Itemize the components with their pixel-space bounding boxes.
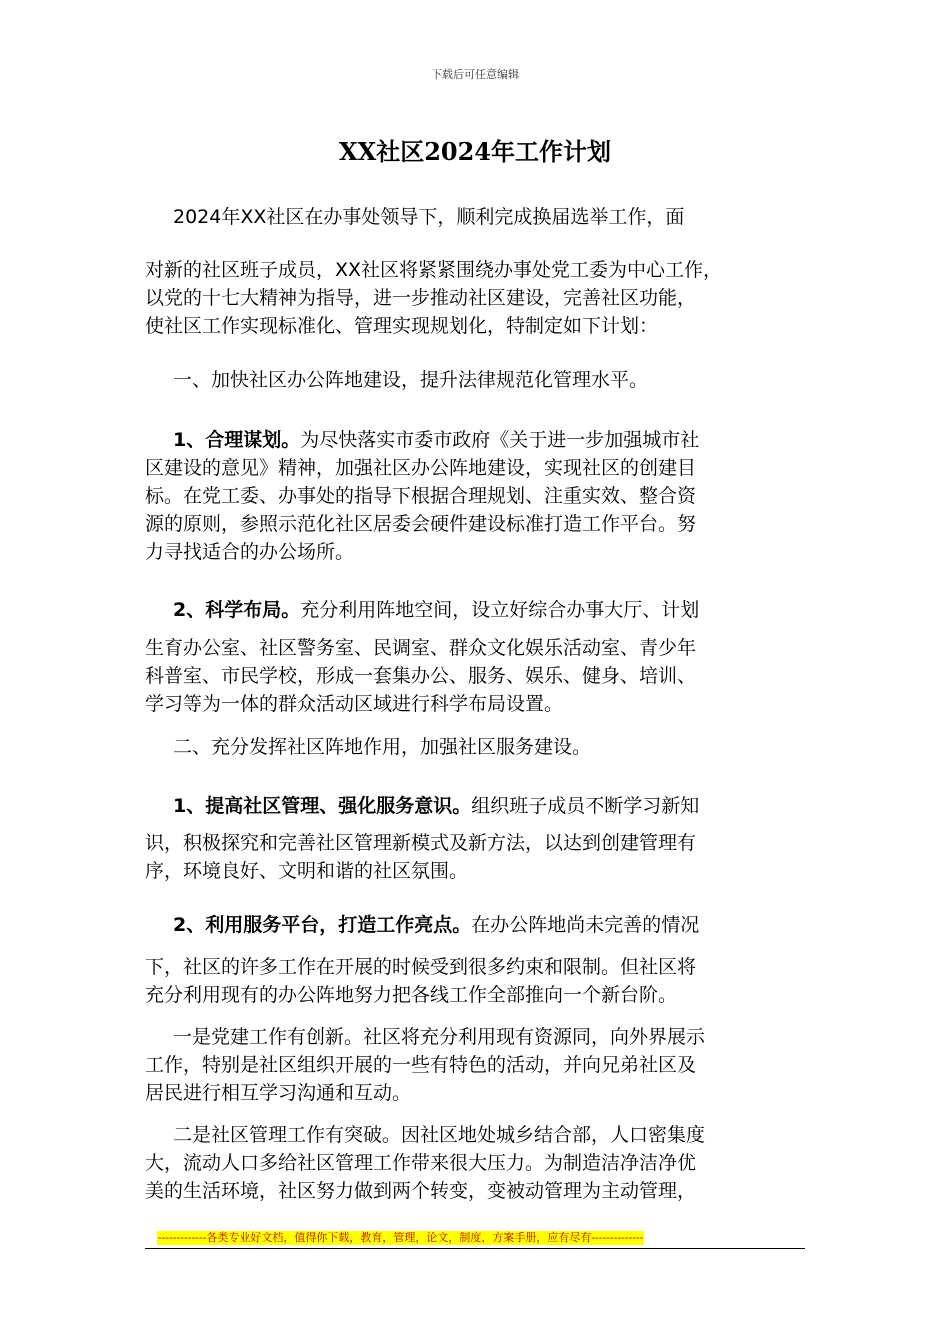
paragraph-lead: 2、科学布局。 (173, 599, 301, 621)
text-line: 学习等为一体的群众活动区域进行科学布局设置。 (145, 693, 564, 715)
text-line: 使社区工作实现标准化、管理实现规划化，特制定如下计划： (145, 315, 659, 337)
paragraph-2-4 (145, 1121, 815, 1205)
text-line: 源的原则，参照示范化社区居委会硬件建设标准打造工作平台。努 (145, 513, 697, 535)
paragraph-2-2-cont (145, 953, 815, 1009)
text-line: 以党的十七大精神为指导，进一步推动社区建设，完善社区功能， (145, 287, 697, 309)
text-line: 美的生活环境，社区努力做到两个转变，变被动管理为主动管理， (145, 1180, 697, 1202)
text-line: 标。在党工委、办事处的指导下根据合理规划、注重实效、整合资 (145, 485, 697, 507)
text-line: 下，社区的许多工作在开展的时候受到很多约束和限制。但社区将 (145, 956, 697, 978)
section-heading-1: 一、加快社区办公阵地建设，提升法律规范化管理水平。 (173, 369, 649, 391)
text-line: 生育办公室、社区警务室、民调室、群众文化娱乐活动室、青少年 (145, 637, 697, 659)
text-line: 序，环境良好、文明和谐的社区氛围。 (145, 860, 469, 882)
paragraph-lead: 1、提高社区管理、强化服务意识。 (173, 795, 472, 817)
footer-banner: -------------各类专业好文档，值得你下载，教育，管理，论文，制度，方案手册，应有尽有-------------- (158, 1231, 644, 1244)
paragraph-2-2: 2、利用服务平台，打造工作亮点。在办公阵地尚未完善的情况 (173, 914, 700, 936)
paragraph-1-1: 1、合理谋划。为尽快落实市委市政府《关于进一步加强城市社 区建设的意见》精神，加强社区办公阵地建设，实现社区的创建目 标。在党工委、办事处的指导下根据合理规划、注重实效、整合资 源的原则，参照示范化社区居委会硬件建设标准打造工作平台。努 力寻找适合的办公场所。 (145, 426, 815, 566)
paragraph-1-2-cont (145, 634, 815, 718)
paragraph-1-2: 2、科学布局。充分利用阵地空间，设立好综合办事大厅、计划 (173, 599, 700, 621)
text-line: 对新的社区班子成员，XX社区将紧紧围绕办事处党工委为中心工作， (145, 259, 723, 281)
text-line: 二是社区管理工作有突破。因社区地处城乡结合部，人口密集度 (173, 1124, 706, 1146)
intro-paragraph (145, 203, 815, 231)
section-heading-2: 二、充分发挥社区阵地作用，加强社区服务建设。 (173, 736, 592, 758)
text-line: 力寻找适合的办公场所。 (145, 541, 355, 563)
paragraph-2-1-cont (145, 829, 815, 885)
page-footer (145, 1226, 805, 1249)
text-line: 一是党建工作有创新。社区将充分利用现有资源同，向外界展示 (173, 1026, 706, 1048)
text-line: 工作，特别是社区组织开展的一些有特色的活动，并向兄弟社区及 (145, 1054, 697, 1076)
footer-rule (145, 1248, 805, 1249)
text-line: 区建设的意见》精神，加强社区办公阵地建设，实现社区的创建目 (145, 457, 697, 479)
paragraph-2-3 (145, 1023, 815, 1107)
page-header-note: 下载后可任意编辑 (431, 68, 519, 81)
text-line: 居民进行相互学习沟通和互动。 (145, 1082, 412, 1104)
paragraph-lead: 2、利用服务平台，打造工作亮点。 (173, 914, 472, 936)
text-line: 2024年XX社区在办事处领导下，顺利完成换届选举工作，面 (173, 206, 685, 228)
text-line: 科普室、市民学校，形成一套集办公、服务、娱乐、健身、培训、 (145, 665, 697, 687)
document-title: XX社区2024年工作计划 (338, 137, 612, 166)
text-line: 充分利用现有的办公阵地努力把各线工作全部推向一个新台阶。 (145, 984, 678, 1006)
paragraph-2-1: 1、提高社区管理、强化服务意识。组织班子成员不断学习新知 (173, 795, 700, 817)
text-line: 识，积极探究和完善社区管理新模式及新方法，以达到创建管理有 (145, 832, 697, 854)
paragraph-lead: 1、合理谋划。 (173, 429, 301, 451)
text-line: 大，流动人口多给社区管理工作带来很大压力。为制造洁净洁净优 (145, 1152, 697, 1174)
intro-paragraph-cont (145, 256, 815, 340)
